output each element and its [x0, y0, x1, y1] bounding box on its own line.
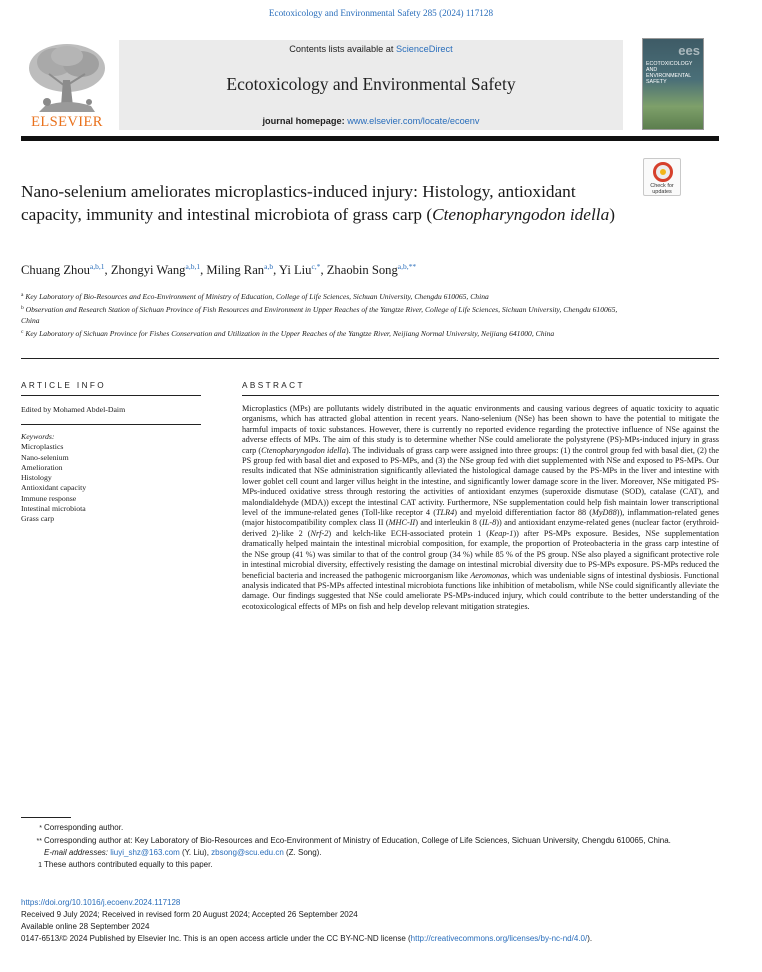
abstract-rule [242, 395, 719, 396]
footnote-rule [21, 817, 71, 818]
email-owner: (Z. Song). [283, 848, 322, 857]
keyword: Amelioration [21, 462, 63, 472]
author-affil-mark[interactable]: a,b,1 [185, 262, 201, 271]
cover-title: ECOTOXICOLOGY AND ENVIRONMENTAL SAFETY [646, 61, 693, 85]
affiliation-text: Key Laboratory of Sichuan Province for Fishes Conservation and Utilization in the Upper Reaches of the Yangtze River, Neijiang Normal University, Neijiang 641000, China [25, 328, 555, 338]
author-affil-mark[interactable]: a,b,** [397, 262, 417, 271]
author-affil-mark[interactable]: a,b,1 [89, 262, 105, 271]
homepage-label: journal homepage: [262, 116, 348, 126]
abstract-text: )) and antioxidant enzyme-related genes (nuclear factor (erythroid-derived 2)-like 2 ( [242, 518, 719, 538]
keyword: Intestinal microbiota [21, 504, 86, 514]
article-title [21, 180, 631, 226]
keyword: Microplastics [21, 442, 64, 452]
license-link[interactable]: http://creativecommons.org/licenses/by-nc-nd/4.0/ [410, 934, 588, 943]
journal-reference[interactable]: Ecotoxicology and Environmental Safety 285 (2024) 117128 [268, 8, 494, 18]
author-separator: , [200, 263, 207, 277]
cover-ees-mark: ees [678, 43, 700, 58]
author-name[interactable]: Zhongyi Wang [110, 263, 186, 277]
contents-available [119, 44, 623, 54]
author-separator: , [320, 263, 327, 277]
gene-name: MyD88 [592, 508, 617, 518]
footnote-mark: * [39, 825, 42, 832]
edited-by: Edited by Mohamed Abdel-Daim [21, 405, 126, 414]
keywords-block [21, 432, 201, 525]
affiliation-mark: b [21, 304, 24, 311]
author-affil-mark[interactable]: a,b [264, 262, 274, 271]
author-name[interactable]: Yi Liu [278, 263, 312, 277]
elsevier-tree-icon [25, 40, 109, 114]
article-meta [21, 897, 741, 945]
journal-title[interactable]: Ecotoxicology and Environmental Safety [226, 74, 516, 94]
author-affil-mark[interactable]: c,* [311, 262, 321, 271]
footnote-equal-contribution [21, 859, 721, 872]
edited-by-rule [21, 424, 201, 425]
article-info-heading: ARTICLE INFO [21, 381, 107, 390]
footnote-corresponding [21, 822, 721, 835]
footnote-mark: ** [36, 837, 42, 845]
sciencedirect-link[interactable]: ScienceDirect [396, 44, 453, 54]
license-line [21, 933, 741, 945]
email-label: E-mail addresses: [44, 848, 111, 857]
available-online: Available online 28 September 2024 [21, 922, 150, 931]
gene-name: Nrf-2 [310, 528, 329, 538]
badge-line-2: updates [652, 189, 672, 195]
footnote-text: Corresponding author at: Key Laboratory of Bio-Resources and Eco-Environment of Ministry of Education, College of Life Sciences, Sichuan University, Chengdu 610065, China. [44, 835, 671, 845]
check-for-updates-badge[interactable] [643, 158, 681, 196]
homepage-link[interactable]: www.elsevier.com/locate/ecoenv [347, 116, 480, 126]
title-text: Nano-selenium ameliorates microplastics-induced injury: Histology, antioxidant capacity, immunity and intestinal microbiota of grass carp ( [21, 182, 576, 224]
abstract-text: ) and kelch-like ECH-associated protein 1 ( [328, 528, 490, 538]
email-link[interactable]: zbsong@scu.edu.cn [211, 848, 284, 857]
gene-name: IL-8 [481, 518, 497, 528]
gene-name: MHC-II [388, 518, 416, 528]
journal-homepage [119, 116, 623, 126]
license-suffix: ). [587, 934, 593, 943]
footnote-mark: 1 [38, 861, 42, 869]
affiliation-text: Key Laboratory of Bio-Resources and Eco-Environment of Ministry of Education, College of Life Sciences, Sichuan University, Chengdu 610065, China [25, 292, 489, 301]
affiliations [21, 290, 621, 339]
keyword: Grass carp [21, 514, 55, 524]
abstract-text: Microplastics (MPs) are pollutants widely distributed in the aquatic environments and causing various degrees of aquatic toxicity to aquatic organisms, which has attracted global attention in recent years. Nano-selenium (NSe) has been shown to have the potential to mitigate the harmful impacts of toxic substances. However, there is currently no reported evidence regarding the protective influence of NSe against the adverse effects of MPs. The aim of this study is to determine whether NSe could ameliorate the polystyrene (PS)-MPs-induced injury in grass carp ( [242, 404, 719, 455]
badge-line-1: Check for [650, 183, 674, 189]
journal-header [21, 38, 719, 134]
author-separator: , [273, 263, 279, 277]
publisher-wordmark: ELSEVIER [31, 114, 103, 130]
footnote-corresponding-address [21, 835, 721, 848]
title-close: ) [609, 205, 615, 224]
keyword: Immune response [21, 493, 77, 503]
footnote-text: Corresponding author. [44, 823, 124, 832]
author-name[interactable]: Miling Ran [206, 263, 265, 277]
doi-link[interactable]: https://doi.org/10.1016/j.ecoenv.2024.117128 [21, 898, 181, 907]
bacteria-name: Aeromonas [470, 570, 508, 580]
abstract-text: ) and interleukin 8 ( [415, 518, 482, 528]
footnote-emails [21, 847, 721, 859]
badge-text [644, 183, 680, 195]
affiliation-item [21, 327, 621, 340]
elsevier-logo[interactable] [21, 38, 113, 130]
abstract-text: )) after PS-MPs exposure. Besides, NSe supplementation dramatically helped maintain the intestinal microbial composition, for example, the proportion of Proteobacteria in the grass carp intestine of the NSe group (41 %) was similar to that of the control group (34 %) while 85 % of the PS group. NSe also played a significant protective role in intestinal microbial diversity, effectively resisting the damage on intestinal microbial diversity due to PS-MPs exposure. PS-MPs reduced the beneficial bacteria and increased the pathogenic microorganism like [242, 528, 719, 580]
email-link[interactable]: liuyi_shz@163.com [110, 848, 180, 857]
keyword: Antioxidant capacity [21, 483, 87, 493]
received-dates: Received 9 July 2024; Received in revised form 20 August 2024; Accepted 26 September 2024 [21, 910, 358, 919]
title-species: Ctenopharyngodon idella [432, 205, 610, 224]
journal-cover-thumbnail[interactable] [642, 38, 704, 130]
abstract-heading: ABSTRACT [242, 381, 305, 390]
crossmark-icon [653, 162, 673, 182]
contents-label: Contents lists available at [289, 44, 397, 54]
keyword: Nano-selenium [21, 452, 69, 462]
keyword: Histology [21, 473, 52, 483]
journal-banner [119, 40, 623, 130]
author-name[interactable]: Zhaobin Song [326, 263, 398, 277]
affiliation-text: Observation and Research Station of Sichuan Province of Fish Resources and Environment in Upper Reaches of the Yangtze River, College of Life Sciences, Sichuan University, Chengdu 610065, China [21, 304, 618, 325]
author-separator: , [104, 263, 111, 277]
abstract-text: ) and myeloid differentiation factor 88 ( [454, 508, 593, 518]
abstract-text: )), inflammation-related genes (major histocompatibility complex class II ( [242, 508, 719, 528]
keywords-label: Keywords: [21, 432, 55, 441]
license-text: 0147-6513/© 2024 Published by Elsevier Inc. This is an open access article under the CC BY-NC-ND license ( [21, 934, 411, 943]
email-owner: (Y. Liu), [179, 848, 212, 857]
author-name[interactable]: Chuang Zhou [21, 263, 90, 277]
footnotes [21, 822, 721, 871]
abstract-species: Ctenopharyngodon idella [261, 445, 346, 455]
affiliation-mark: a [21, 292, 24, 298]
affiliation-item [21, 303, 621, 327]
footnote-text: These authors contributed equally to this paper. [44, 859, 213, 869]
abstract-text: , which was undeniable signs of intestinal dysbiosis. Functional analysis indicated that PS-MPs affected intestinal microbiota functions like inhibition of metabolism, while NSe could significantly alleviate the damage. Our findings suggested that NSe could ameliorate PS-MPs-induced injury, which could contribute to the better understanding of the ecotoxicological effects of MPs on fish and help develop relevant mitigation strategies. [242, 570, 719, 611]
affiliation-item [21, 290, 621, 303]
abstract-text: ). The individuals of grass carp were assigned into three groups: (1) the control group fed with basal diet, (2) the PS group fed with basal diet and exposed to PS-MPs, and (3) the NSe group fed with diet supplemented with NSe and exposed to PS-MPs. Our results indicated that NSe administration significantly alleviated the histological damage caused by the PS-MPs in the liver and intestine with lower goblet cell count and larger villus height in the intestine, and significantly lower damage score in the liver. Moreover, NSe mitigated PS-MPs-induced oxidative stress through restoring the activities of antioxidant enzymes (superoxide dismutase (SOD), catalase (CAT), and malondialdehyde (MDA)) except the intestinal CAT activity. Furthermore, NSe supplementation could help fish maintain lower transcriptional level of the immune-related genes (Toll-like receptor 4 ( [242, 445, 719, 518]
affiliation-mark: c [21, 328, 24, 335]
header-divider [21, 136, 719, 141]
section-divider [21, 358, 719, 359]
abstract-body [242, 404, 719, 612]
article-info-rule [21, 395, 201, 396]
gene-name: Keap-1 [489, 528, 514, 538]
gene-name: TLR4 [435, 508, 455, 518]
author-list [21, 262, 721, 278]
